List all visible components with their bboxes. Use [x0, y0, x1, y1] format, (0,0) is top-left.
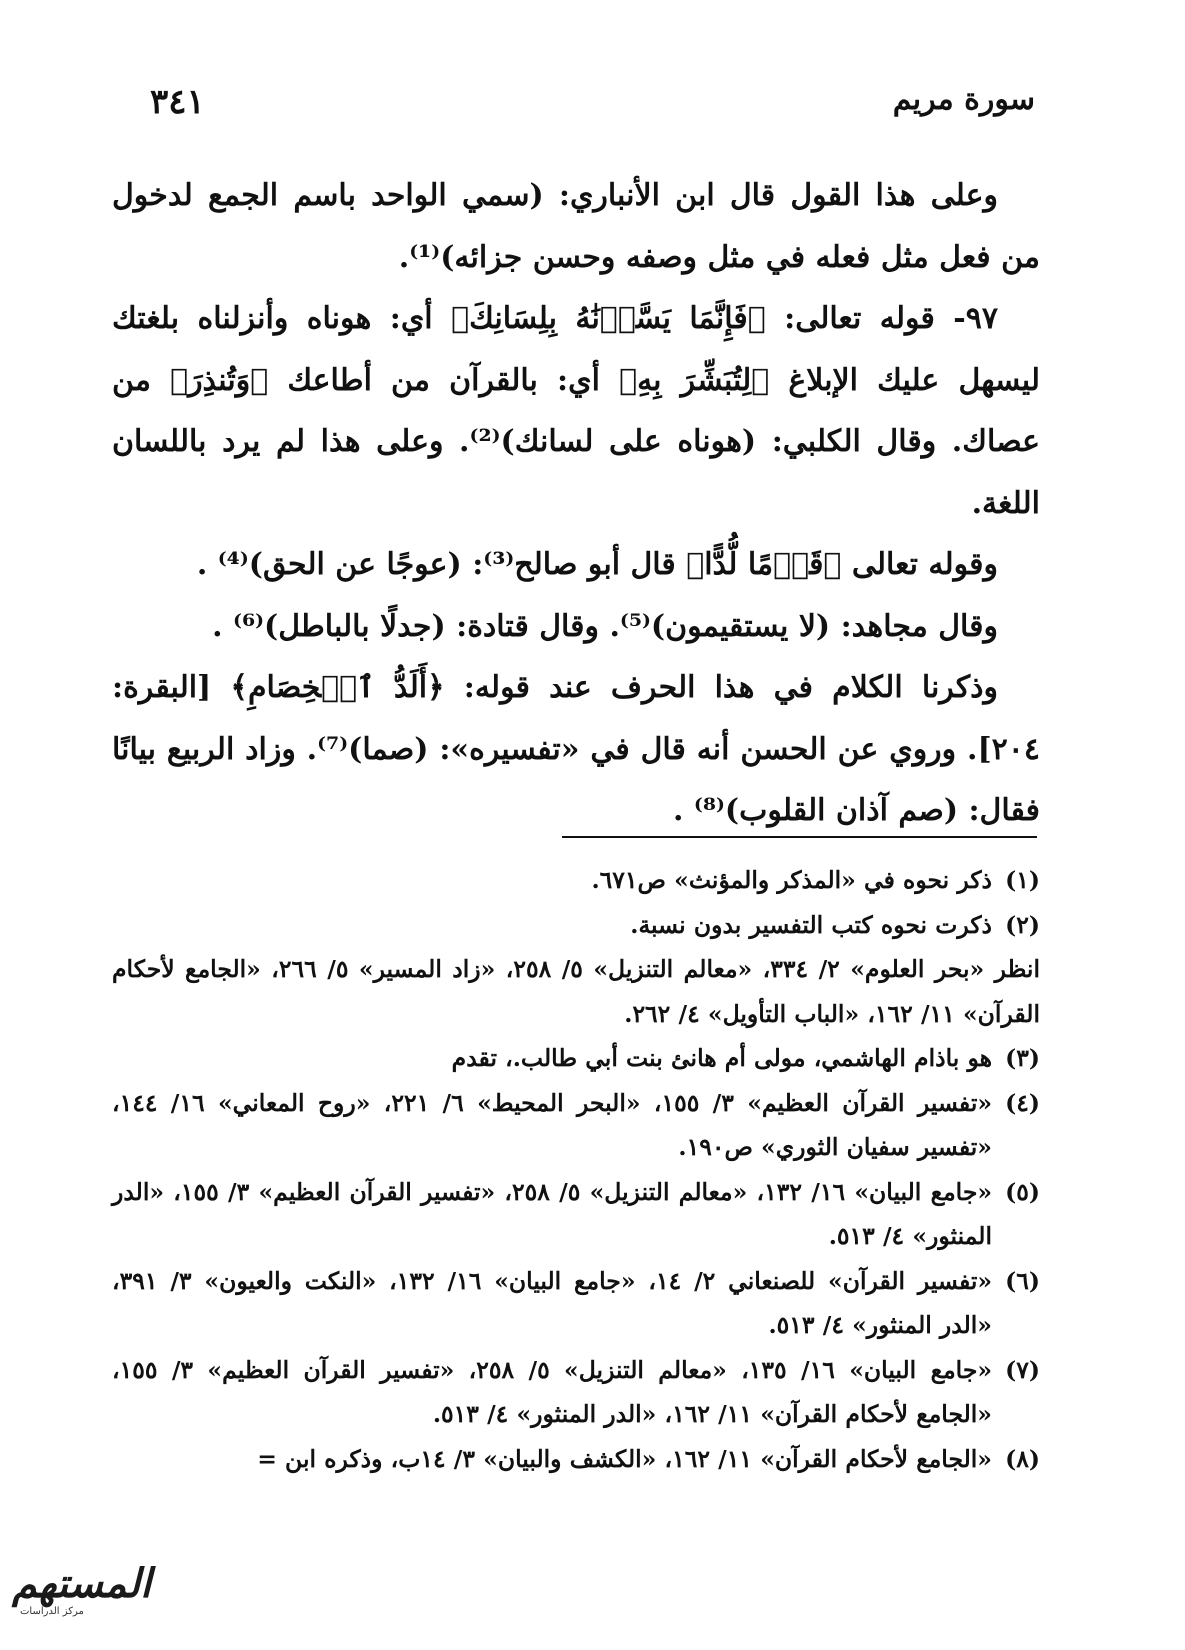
footnote-number: (٥): [1005, 1177, 1040, 1206]
footnote-2: [112, 903, 1040, 1037]
footnote-text: «تفسير القرآن» للصنعاني ٢/ ١٤، «جامع البيان» ١٦/ ١٣٢، «النكت والعيون» ٣/ ٣٩١، «الدر المنثور» ٤/ ٥١٣.: [112, 1266, 993, 1339]
footnote-5: [112, 1170, 1040, 1259]
footnote-separator: [562, 836, 1037, 838]
logo-subtext: مركز الدراسات: [20, 1606, 84, 1617]
footnote-number: (٤): [1005, 1088, 1040, 1117]
footnote-continuation: انظر «بحر العلوم» ٢/ ٣٣٤، «معالم التنزيل» ٥/ ٢٥٨، «زاد المسير» ٥/ ٢٦٦، «الجامع لأحكام القرآن» ١١/ ١٦٢، «الباب التأويل» ٤/ ٢٦٢.: [112, 955, 1040, 1028]
main-text: [112, 165, 1040, 842]
logo-text: المستهم: [12, 1560, 152, 1607]
publisher-logo: [6, 1556, 152, 1626]
footnote-text: «جامع البيان» ١٦/ ١٣٥، «معالم التنزيل» ٥/ ٢٥٨، «تفسير القرآن العظيم» ٣/ ١٥٥، «الجامع لأحكام القرآن» ١١/ ١٦٢، «الدر المنثور» ٤/ ٥١٣.: [112, 1355, 993, 1428]
footnote-number: (٨): [1005, 1444, 1040, 1473]
paragraph-3: وقوله تعالى ﴿قَوۡمًا لُّدًّا﴾ قال أبو صالح⁽³⁾: (عوجًا عن الحق)⁽⁴⁾ .: [196, 547, 998, 582]
footnote-number: (١): [1005, 866, 1040, 894]
page-number: ٣٤١: [150, 82, 205, 122]
footnote-8: [112, 1437, 1040, 1482]
footnote-3: [112, 1036, 1040, 1081]
footnote-number: (٧): [1005, 1355, 1040, 1384]
footnote-4: [112, 1081, 1040, 1170]
page-header: [150, 82, 1035, 132]
footnote-text: ذكرت نحوه كتب التفسير بدون نسبة.: [630, 910, 992, 939]
paragraph-1: وعلى هذا القول قال ابن الأنباري: (سمي الواحد باسم الجمع لدخول من فعل مثل فعله في مثل وصفه وحسن جزائه)⁽¹⁾.: [112, 178, 1040, 275]
footnote-text: هو باذام الهاشمي، مولى أم هانئ بنت أبي طالب.، تقدم: [451, 1044, 992, 1072]
footnotes: [112, 858, 1040, 1481]
footnote-text: ذكر نحوه في «المذكر والمؤنث» ص٦٧١.: [591, 866, 992, 894]
paragraph-4: وقال مجاهد: (لا يستقيمون)⁽⁵⁾. وقال قتادة: (جدلًا بالباطل)⁽⁶⁾ .: [212, 608, 998, 644]
footnote-number: (٣): [1005, 1044, 1040, 1072]
footnote-7: [112, 1348, 1040, 1437]
paragraph-2: ٩٧- قوله تعالى: ﴿فَإِنَّمَا يَسَّرۡنَٰهُ بِلِسَانِكَ﴾ أي: هوناه وأنزلناه بلغتك ليسهل عليك الإبلاغ ﴿لِتُبَشِّرَ بِهِ﴾ أي: بالقرآن من أطاعك ﴿وَتُنذِرَ﴾ من عصاك. وقال الكلبي: (هوناه على لسانك)⁽²⁾. وعلى هذا لم يرد باللسان اللغة.: [112, 301, 1040, 521]
footnote-6: [112, 1259, 1040, 1348]
footnote-1: [112, 858, 1040, 903]
footnote-number: (٢): [1005, 910, 1040, 939]
footnote-text: «جامع البيان» ١٦/ ١٣٢، «معالم التنزيل» ٥/ ٢٥٨، «تفسير القرآن العظيم» ٣/ ١٥٥، «الدر المنثور» ٤/ ٥١٣.: [112, 1177, 993, 1250]
footnote-number: (٦): [1005, 1266, 1040, 1295]
footnote-text: «الجامع لأحكام القرآن» ١١/ ١٦٢، «الكشف والبيان» ٣/ ١٤ب، وذكره ابن =: [257, 1444, 992, 1473]
footnote-text: «تفسير القرآن العظيم» ٣/ ١٥٥، «البحر المحيط» ٦/ ٢٢١، «روح المعاني» ١٦/ ١٤٤، «تفسير سفيان الثوري» ص١٩٠.: [112, 1088, 993, 1161]
paragraph-5: وذكرنا الكلام في هذا الحرف عند قوله: ﴿أَلَدُّ ٱلۡخِصَامِ﴾ [البقرة: ٢٠٤]. وروي عن الحسن أنه قال في «تفسيره»: (صما)⁽⁷⁾. وزاد الربيع بيانًا فقال: (صم آذان القلوب)⁽⁸⁾ .: [112, 670, 1040, 828]
surah-title: سورة مريم: [892, 82, 1035, 117]
